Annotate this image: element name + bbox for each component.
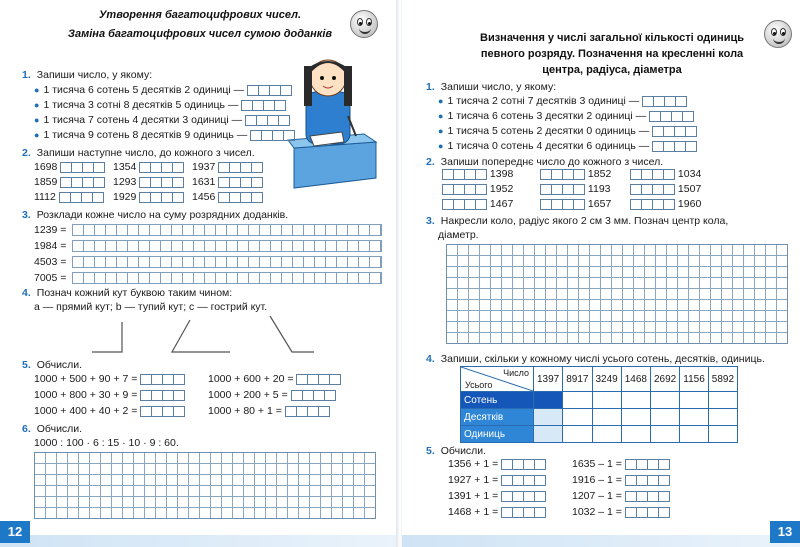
- table-cell[interactable]: [680, 426, 709, 443]
- left-task1: [22, 68, 152, 82]
- bullet-icon: ●: [34, 100, 40, 110]
- left-page: Утворення багатоцифрових чисел. Заміна багатоцифрових чисел сумою доданків 1. Запиши число, у якому: ● 1 тисяча 6 сотень 5 десятків 2 одиниці — ● 1 тисяча 3 сотні 8 десятків 5 одиниць — ● 1 тисяча 7 сотень 4 десятки 3 одиниці — ● 1 тисяча 9 сотень 8 десятків 9 одиниць — 2. Запиши наступне число, до кожного з чисел. 1698 1859 1112 1354 1293 1929 1937 1631 1456 3. Розклади кожне число на суму розрядних доданків. 1239 = 1984 = 4503 = 7005 = 4. Познач кожний кут буквою таким чином: a — прямий кут; b — тупий кут; c — гострий кут. 5. Обчисли. 1000 + 500 + 90 + 7 = 1000 + 800 + 30 + 9 = 1000 + 400 + 40 + 2 = 1000 + 600 + 20 = 1000 + 200 + 5 = 1000 + 80 + 1 = 6. Обчисли. 1000 : 100 · 6 : 15 · 10 · 9 : 60. 12: [0, 0, 398, 547]
- answer-grid[interactable]: [34, 452, 376, 519]
- bottom-band: [402, 535, 800, 547]
- left-task2: 2. Запиши наступне число, до кожного з чисел.: [22, 147, 255, 159]
- answer-boxes[interactable]: [140, 374, 185, 385]
- table-cell[interactable]: [563, 426, 592, 443]
- answer-boxes[interactable]: [60, 177, 105, 188]
- right-task2: 2. Запиши попереднє число до кожного з чисел.: [426, 156, 664, 168]
- table-cell[interactable]: [680, 392, 709, 409]
- answer-row[interactable]: [72, 240, 382, 252]
- angles-drawing: [80, 312, 320, 358]
- answer-boxes[interactable]: [501, 507, 546, 518]
- left-task3: 3. Розклади кожне число на суму розрядних доданків.: [22, 209, 289, 221]
- table-cell[interactable]: [563, 392, 592, 409]
- table-cell[interactable]: [592, 426, 621, 443]
- answer-boxes[interactable]: [60, 162, 105, 173]
- answer-boxes[interactable]: [442, 199, 487, 210]
- answer-boxes[interactable]: [501, 459, 546, 470]
- table-cell[interactable]: [680, 409, 709, 426]
- answer-boxes[interactable]: [139, 177, 184, 188]
- right-page: Визначення у числі загальної кількості одиниць певного розряду. Позначення на кресленні кола центра, радіуса, діаметра 1. Запиши число, у якому: ● 1 тисяча 2 сотні 7 десятків 3 одиниці — ● 1 тисяча 6 сотень 3 десятки 2 одиниці — ● 1 тисяча 5 сотень 2 десятки 0 одиниць — ● 1 тисяча 0 сотень 4 десятки 6 одиниць — 2. Запиши попереднє число до кожного з чисел. 1398 1952 1467 1852 1193 1657 1034 1507 1960 3. Накресли коло, радіус якого 2 см 3 мм. Познач центр кола, діаметр. 4. Запиши, скільки у кожному числі усього сотень, десятків, одиниць. Число Усього 1397 8917 3249 1468 2692 1156 5892 Сотень Десятків Одиниць 5. Обчисли. 1356 + 1 = 1927 + 1 = 1391 + 1 = 1468 + 1 = 1635 – 1 = 1916 – 1 = 1207 – 1 = 1032 – 1 = 13: [402, 0, 800, 547]
- answer-boxes[interactable]: [285, 406, 330, 417]
- answer-boxes[interactable]: [501, 491, 546, 502]
- answer-boxes[interactable]: [630, 169, 675, 180]
- table-header-cell: 1156: [680, 367, 709, 392]
- left-task1-item: ● 1 тисяча 6 сотень 5 десятків 2 одиниці —: [34, 83, 292, 97]
- drawing-grid[interactable]: [446, 244, 788, 344]
- right-task4: 4. Запиши, скільки у кожному числі усього сотень, десятків, одиниць.: [426, 353, 765, 365]
- bullet-icon: ●: [34, 115, 40, 125]
- answer-row[interactable]: [72, 272, 382, 284]
- bullet-icon: ●: [438, 96, 444, 106]
- answer-boxes[interactable]: [218, 162, 263, 173]
- answer-boxes[interactable]: [296, 374, 341, 385]
- table-header-cell: 5892: [708, 367, 737, 392]
- bullet-icon: ●: [438, 126, 444, 136]
- answer-boxes[interactable]: [625, 459, 670, 470]
- page-number: 13: [770, 521, 800, 543]
- table-cell[interactable]: [708, 409, 737, 426]
- table-cell[interactable]: [621, 392, 650, 409]
- answer-boxes[interactable]: [642, 96, 687, 107]
- table-cell[interactable]: [651, 426, 680, 443]
- answer-boxes[interactable]: [630, 199, 675, 210]
- left-task1-item: ● 1 тисяча 7 сотень 4 десятки 3 одиниці —: [34, 113, 290, 127]
- table-cell[interactable]: [534, 392, 563, 409]
- left-page-title: [40, 6, 360, 44]
- left-task4: 4. Познач кожний кут буквою таким чином:: [22, 287, 233, 299]
- table-row-label: Десятків: [461, 409, 534, 426]
- table-cell[interactable]: [592, 409, 621, 426]
- answer-boxes[interactable]: [442, 169, 487, 180]
- left-task1-item: ● 1 тисяча 3 сотні 8 десятків 5 одиниць —: [34, 98, 286, 112]
- answer-boxes[interactable]: [540, 199, 585, 210]
- task-number: 1.: [22, 69, 31, 81]
- answer-boxes[interactable]: [625, 475, 670, 486]
- right-task5: 5. Обчисли.: [426, 445, 487, 457]
- table-cell[interactable]: [708, 426, 737, 443]
- table-cell[interactable]: [534, 409, 563, 426]
- right-task3: 3. Накресли коло, радіус якого 2 см 3 мм. Познач центр кола,: [426, 215, 729, 227]
- left-task6: 6. Обчисли.: [22, 423, 83, 435]
- answer-boxes[interactable]: [245, 115, 290, 126]
- answer-boxes[interactable]: [59, 192, 104, 203]
- answer-boxes[interactable]: [625, 507, 670, 518]
- table-cell[interactable]: [651, 409, 680, 426]
- bullet-icon: ●: [34, 85, 40, 95]
- page-number: 12: [0, 521, 30, 543]
- table-header-cell: 3249: [592, 367, 621, 392]
- answer-boxes[interactable]: [139, 162, 184, 173]
- table-corner: Число Усього: [461, 367, 534, 392]
- angle-legend: a — прямий кут; b — тупий кут; c — гострий кут.: [34, 301, 268, 313]
- answer-boxes[interactable]: [540, 169, 585, 180]
- answer-boxes[interactable]: [218, 192, 263, 203]
- bullet-icon: ●: [438, 141, 444, 151]
- girl-reading-illustration: [284, 56, 378, 206]
- table-row-label: Сотень: [461, 392, 534, 409]
- table-header-cell: 1397: [534, 367, 563, 392]
- table-cell[interactable]: [708, 392, 737, 409]
- answer-boxes[interactable]: [218, 177, 263, 188]
- left-title-line2: Заміна багатоцифрових чисел сумою доданків: [67, 28, 333, 40]
- table-cell[interactable]: [563, 409, 592, 426]
- table-header-cell: 8917: [563, 367, 592, 392]
- bottom-band: [0, 535, 398, 547]
- smiley-icon: [350, 10, 378, 38]
- bullet-icon: ●: [438, 111, 444, 121]
- table-cell[interactable]: [592, 392, 621, 409]
- answer-boxes[interactable]: [442, 184, 487, 195]
- answer-boxes[interactable]: [501, 475, 546, 486]
- answer-boxes[interactable]: [630, 184, 675, 195]
- answer-boxes[interactable]: [652, 126, 697, 137]
- table-cell[interactable]: [534, 426, 563, 443]
- expression: 1000 : 100 · 6 : 15 · 10 · 9 : 60.: [34, 437, 179, 449]
- answer-boxes[interactable]: [540, 184, 585, 195]
- left-task5: 5. Обчисли.: [22, 359, 83, 371]
- table-cell[interactable]: [621, 426, 650, 443]
- right-page-title: Визначення у числі загальної кількості одиниць певного розряду. Позначення на кресленні кола центра, радіуса, діаметра: [480, 32, 744, 76]
- answer-boxes[interactable]: [291, 390, 336, 401]
- answer-boxes[interactable]: [241, 100, 286, 111]
- answer-boxes[interactable]: [139, 192, 184, 203]
- bullet-icon: ●: [34, 130, 40, 140]
- answer-row[interactable]: [72, 224, 382, 236]
- answer-boxes[interactable]: [652, 141, 697, 152]
- answer-boxes[interactable]: [140, 406, 185, 417]
- answer-boxes[interactable]: [140, 390, 185, 401]
- task-text: Запиши число, у якому:: [36, 69, 153, 81]
- left-task1-item: ● 1 тисяча 9 сотень 8 десятків 9 одиниць —: [34, 128, 295, 142]
- answer-row[interactable]: [72, 256, 382, 268]
- table-cell[interactable]: [651, 392, 680, 409]
- right-task1: 1. Запиши число, у якому:: [426, 81, 557, 93]
- table-cell[interactable]: [621, 409, 650, 426]
- answer-boxes[interactable]: [247, 85, 292, 96]
- answer-boxes[interactable]: [649, 111, 694, 122]
- table-header-cell: 1468: [621, 367, 650, 392]
- table-row-label: Одиниць: [461, 426, 534, 443]
- place-value-table: [460, 366, 738, 443]
- smiley-icon: [764, 20, 792, 48]
- answer-boxes[interactable]: [625, 491, 670, 502]
- table-header-cell: 2692: [651, 367, 680, 392]
- answer-boxes[interactable]: [250, 130, 295, 141]
- left-title-line1: Утворення багатоцифрових чисел.: [98, 9, 302, 21]
